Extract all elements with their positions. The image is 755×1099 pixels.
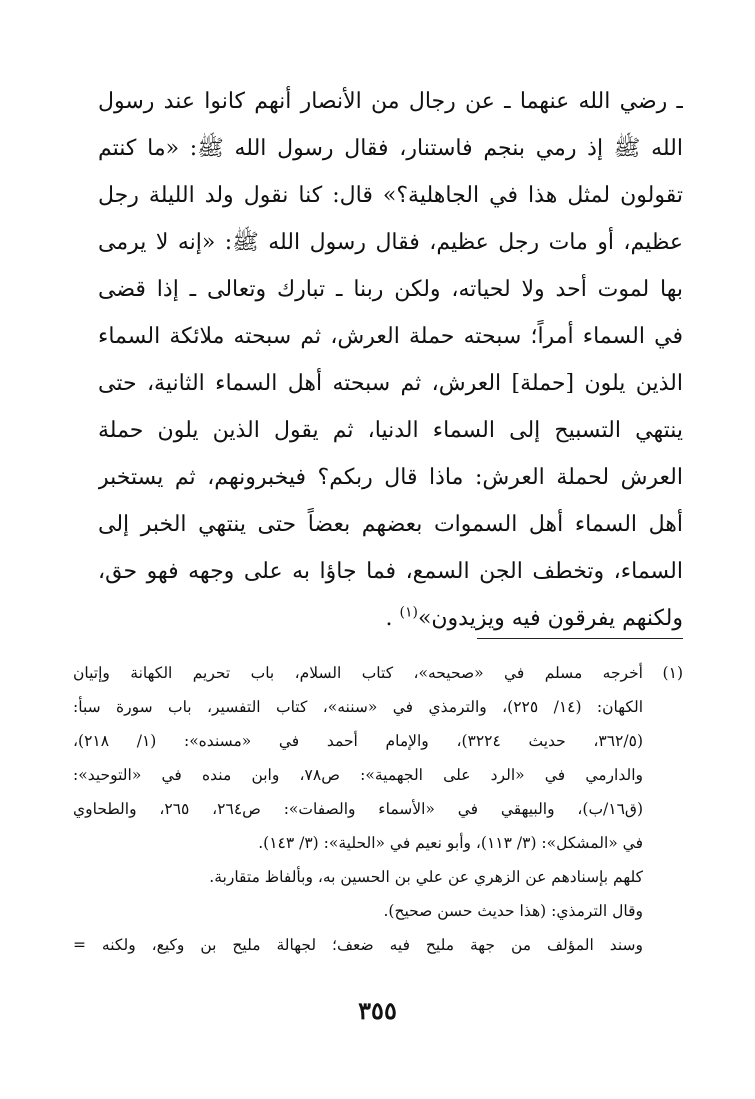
- end-mark: .: [385, 606, 393, 631]
- footnote-line: [73, 656, 683, 690]
- main-text-line: بها لموت أحد ولا لحياته، ولكن ربنا ـ تبارك وتعالى ـ إذا قضى: [98, 277, 683, 302]
- footnote-line: وسند المؤلف من جهة مليح فيه ضعف؛ لجهالة مليح بن وكيع، ولكنه =: [73, 936, 643, 954]
- footnote-number: (١): [662, 664, 683, 682]
- main-text-line: ـ رضي الله عنهما ـ عن رجال من الأنصار أنهم كانوا عند رسول: [98, 89, 683, 114]
- main-text-line: الله ﷺ إذ رمي بنجم فاستنار، فقال رسول الله ﷺ: «ما كنتم: [98, 136, 683, 161]
- footnote-line: (٣٦٢/٥، حديث ٣٢٢٤)، والإمام أحمد في «مسنده»: (١/ ٢١٨)،: [73, 732, 643, 750]
- main-text-line: في السماء أمراً؛ سبحته حملة العرش، ثم سبحته ملائكة السماء: [98, 324, 683, 349]
- footnotes-block: [73, 656, 683, 962]
- main-text-line: ولكنهم يفرقون فيه ويزيدون»: [417, 606, 683, 631]
- main-text-line: أهل السماء أهل السموات بعضهم بعضاً حتى ينتهي الخبر إلى: [98, 512, 683, 537]
- main-text-line: الذين يلون [حملة] العرش، ثم سبحته أهل السماء الثانية، حتى: [98, 371, 683, 396]
- footnote-line: (ق١٦/ب)، والبيهقي في «الأسماء والصفات»: ص٢٦٤، ٢٦٥، والطحاوي: [73, 800, 643, 818]
- footnote-line: الكهان: (١٤/ ٢٢٥)، والترمذي في «سننه»، كتاب التفسير، باب سورة سبأ:: [73, 698, 643, 716]
- footnote-line: كلهم بإسنادهم عن الزهري عن علي بن الحسين به، وبألفاظ متقاربة.: [209, 868, 643, 886]
- main-text-block: [98, 78, 683, 642]
- main-text-line: عظيم، أو مات رجل عظيم، فقال رسول الله ﷺ: «إنه لا يرمى: [98, 230, 683, 255]
- footnote-separator: [477, 638, 683, 639]
- main-text-line: العرش لحملة العرش: ماذا قال ربكم؟ فيخبرونهم، ثم يستخبر: [98, 465, 683, 490]
- footnote-line: في «المشكل»: (٣/ ١١٣)، وأبو نعيم في «الحلية»: (٣/ ١٤٣).: [258, 834, 643, 852]
- page-number: ٣٥٥: [358, 996, 397, 1025]
- main-text-last-line: [98, 595, 683, 642]
- footnote-line: والدارمي في «الرد على الجهمية»: ص٧٨، وابن منده في «التوحيد»:: [73, 766, 643, 784]
- main-text-line: ينتهي التسبيح إلى السماء الدنيا، ثم يقول الذين يلون حملة: [98, 418, 683, 443]
- footnote-line: وقال الترمذي: (هذا حديث حسن صحيح).: [383, 902, 643, 920]
- footnote-text: أخرجه مسلم في «صحيحه»، كتاب السلام، باب تحريم الكهانة وإتيان: [73, 664, 643, 682]
- main-text-line: السماء، وتخطف الجن السمع، فما جاؤا به على وجهه فهو حق،: [98, 559, 683, 584]
- main-text-line: تقولون لمثل هذا في الجاهلية؟» قال: كنا نقول ولد الليلة رجل: [98, 183, 683, 208]
- footnote-reference[interactable]: (١): [399, 604, 418, 621]
